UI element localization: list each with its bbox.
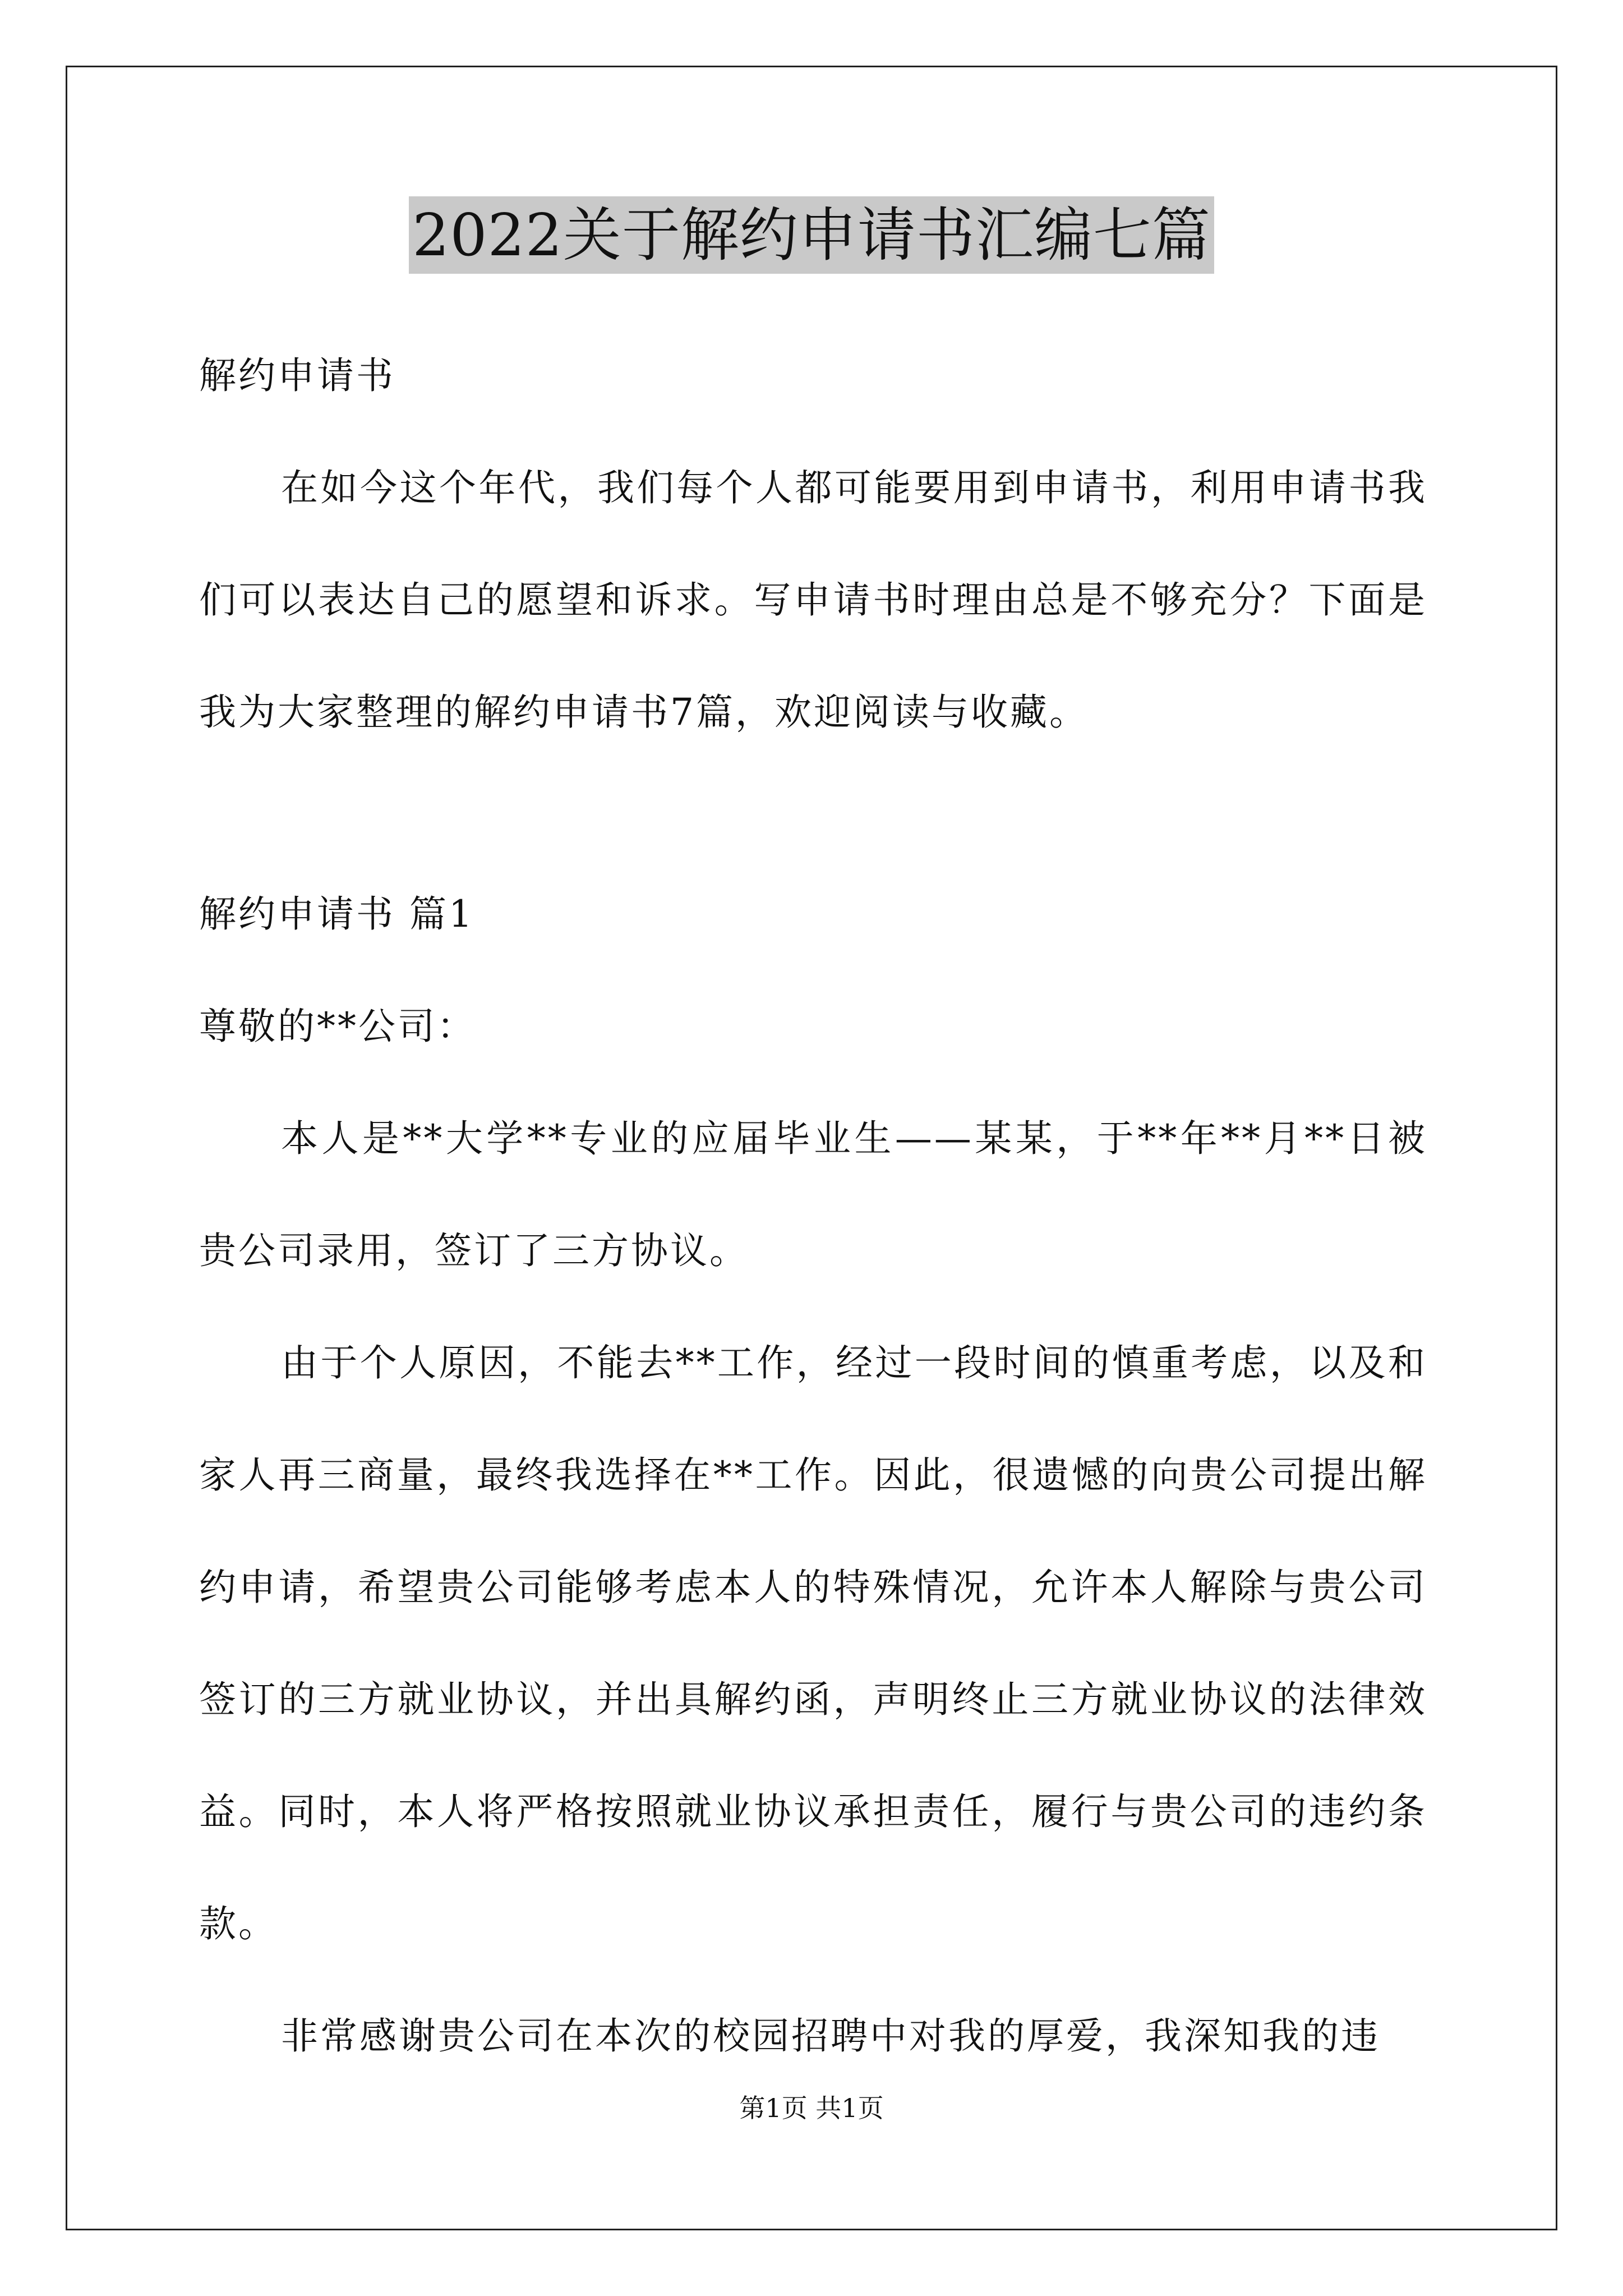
section-heading: 解约申请书 篇1 <box>199 892 474 936</box>
salutation: 尊敬的**公司： <box>199 1005 476 1048</box>
title-container <box>0 196 1623 274</box>
body-paragraph-1: 本人是**大学**专业的应届毕业生——某某，于**年**月**日被贵公司录用，签订了三方协议。 <box>199 1117 1427 1272</box>
body-paragraph-3: 非常感谢贵公司在本次的校园招聘中对我的厚爱，我深知我的违 <box>281 2014 1380 2058</box>
document-title: 2022关于解约申请书汇编七篇 <box>409 196 1214 274</box>
intro-paragraph: 在如今这个年代，我们每个人都可能要用到申请书，利用申请书我们可以表达自己的愿望和诉求。写申请书时理由总是不够充分？下面是我为大家整理的解约申请书7篇，欢迎阅读与收藏。 <box>199 466 1427 734</box>
main-heading: 解约申请书 <box>199 354 395 397</box>
body-paragraph-2: 由于个人原因，不能去**工作，经过一段时间的慎重考虑，以及和家人再三商量，最终我选择在**工作。因此，很遗憾的向贵公司提出解约申请，希望贵公司能够考虑本人的特殊情况，允许本人解除与贵公司签订的三方就业协议，并出具解约函，声明终止三方就业协议的法律效益。同时，本人将严格按照就业协议承担责任，履行与贵公司的违约条款。 <box>199 1341 1427 1945</box>
page-footer: 第1页 共1页 <box>739 2093 884 2123</box>
